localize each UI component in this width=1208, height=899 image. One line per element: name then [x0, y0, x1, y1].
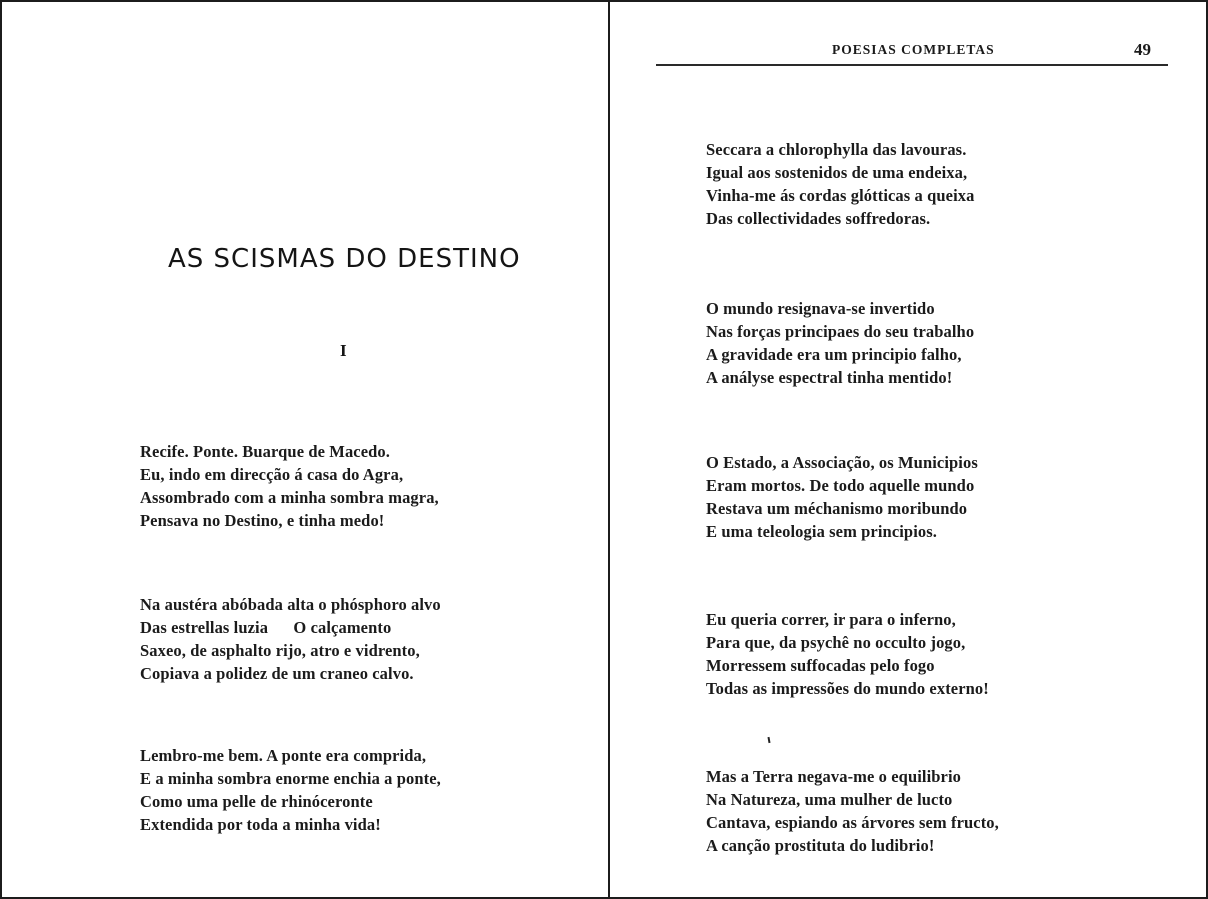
verse-line: O Estado, a Associação, os Municipios	[706, 453, 978, 472]
stanza	[140, 593, 441, 685]
header-rule	[656, 64, 1168, 66]
verse-line: Restava um méchanismo moribundo	[706, 499, 968, 518]
verse-line: Copiava a polidez de um craneo calvo.	[140, 664, 414, 683]
verse-line: Vinha-me ás cordas glótticas a queixa	[706, 186, 975, 205]
verse-line: O mundo resignava-se invertido	[706, 299, 935, 318]
verse-line: Como uma pelle de rhinóceronte	[140, 792, 373, 811]
verse-line: A gravidade era um principio falho,	[706, 345, 962, 364]
verse-line: Lembro-me bem. A ponte era comprida,	[140, 746, 427, 765]
verse-line: Eram mortos. De todo aquelle mundo	[706, 476, 975, 495]
verse-line: Cantava, espiando as árvores sem fructo,	[706, 813, 999, 832]
verse-line: Pensava no Destino, e tinha medo!	[140, 511, 385, 530]
verse-line: Das estrellas luzia O calçamento	[140, 618, 392, 637]
stanza	[706, 138, 974, 230]
stanza	[706, 297, 974, 389]
verse-line: Recife. Ponte. Buarque de Macedo.	[140, 442, 390, 461]
ink-mark	[767, 737, 770, 743]
verse-line: E uma teleologia sem principios.	[706, 522, 937, 541]
verse-line: Todas as impressões do mundo externo!	[706, 679, 989, 698]
verse-line: E a minha sombra enorme enchia a ponte,	[140, 769, 441, 788]
verse-line: Na Natureza, uma mulher de lucto	[706, 790, 953, 809]
stanza	[140, 744, 441, 836]
page-number: 49	[1134, 40, 1151, 59]
verse-line: Eu, indo em direcção á casa do Agra,	[140, 465, 404, 484]
stanza	[706, 765, 999, 857]
verse-line: A canção prostituta do ludibrio!	[706, 836, 935, 855]
verse-line: Das collectividades soffredoras.	[706, 209, 931, 228]
verse-line: Eu queria correr, ir para o inferno,	[706, 610, 956, 629]
verse-line: Na austéra abóbada alta o phósphoro alvo	[140, 595, 441, 614]
verse-line: Mas a Terra negava-me o equilibrio	[706, 767, 962, 786]
verse-line: Assombrado com a minha sombra magra,	[140, 488, 439, 507]
running-header: POESIAS COMPLETAS	[832, 42, 995, 57]
verse-line: Saxeo, de asphalto rijo, atro e vidrento,	[140, 641, 420, 660]
poem-title: AS SCISMAS DO DESTINO	[168, 244, 521, 274]
verse-line: Seccara a chlorophylla das lavouras.	[706, 140, 967, 159]
verse-line: A anályse espectral tinha mentido!	[706, 368, 953, 387]
section-number: I	[340, 341, 347, 360]
stanza	[706, 451, 978, 543]
right-page	[610, 0, 1208, 899]
verse-line: Morressem suffocadas pelo fogo	[706, 656, 935, 675]
verse-line: Para que, da psychê no occulto jogo,	[706, 633, 966, 652]
verse-line: Extendida por toda a minha vida!	[140, 815, 381, 834]
stanza	[706, 608, 989, 700]
verse-line: Igual aos sostenidos de uma endeixa,	[706, 163, 968, 182]
verse-line: Nas forças principaes do seu trabalho	[706, 322, 975, 341]
stanza	[140, 440, 439, 532]
